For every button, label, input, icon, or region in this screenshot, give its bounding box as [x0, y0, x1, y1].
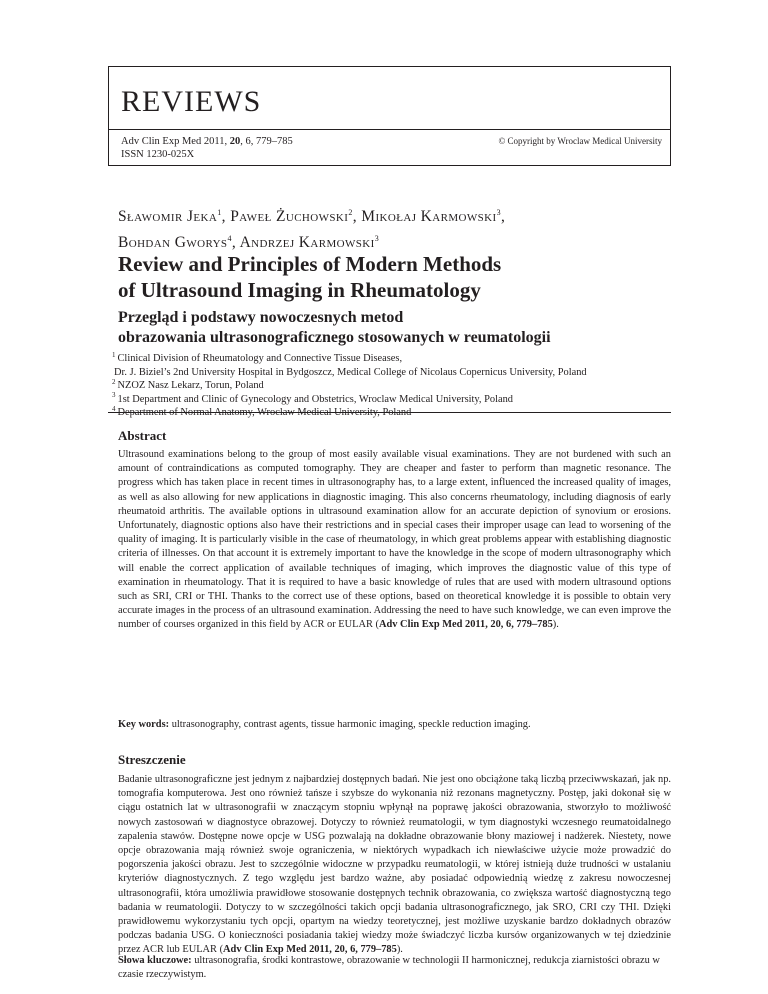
section-divider: [108, 412, 671, 413]
header-divider: [109, 129, 670, 130]
journal-reference: Adv Clin Exp Med 2011, 20, 6, 779–785 ISSN 1230-025X: [121, 136, 293, 160]
author-list: [118, 202, 678, 254]
author: Mikołaj Karmowski$^3$,: [361, 208, 506, 226]
author: Bohdan Gworys$^4$,: [118, 234, 240, 252]
affiliation: $^1$ Clinical Division of Rheumatology and Connective Tissue Diseases,: [112, 350, 403, 364]
abstract-body: Ultrasound examinations belong to the group of most easily available visual examinations. They are not burdened with such an amount of contraindications as computed tomography. They are cheaper and faster to perform than magnetic resonance. The progress which has taken place in recent times in ultrasonography has, to a large extent, influenced the increased quality of images, as well as also allowing for new applications in diagnostic imaging. This also concerns rheumatology, including diagnosis of early rheumatoid arthritis. The available options in ultrasound examination allow for an accurate depiction of synovium or erosions. Unfortunately, diagnostic options also have their restrictions and in special cases their improper usage can lead to worsening of the quality of imaging. It is particularly visible in the case of rheumatology, in which great problems appear with establishing diagnostic criteria of illnesses. On that account it is extremely important to have the knowledge in the scope of modern ultrasonography which will enable the correct application of available techniques of imaging, which improves the diagnostic value of this type of examination in rheumatology. That it is required to have a basic knowledge of rules that are used with modern ultrasound options such as SRI, CRI or THI. Thanks to the correct use of these options, based on theoretical knowledge it is possible to obtain very accurate images in the process of an ultrasound examination. Addressing the need to have such knowledge, we can even improve the number of courses organized in this field by ACR or EULAR (Adv Clin Exp Med 2011, 20, 6, 779–785).: [118, 449, 671, 631]
issn: ISSN 1230-025X: [121, 149, 195, 160]
section-label: REVIEWS: [121, 85, 262, 118]
keywords: Key words: ultrasonography, contrast agents, tissue harmonic imaging, speckle reduction imaging.: [118, 719, 531, 730]
streszczenie-heading: Streszczenie: [118, 752, 186, 767]
article-title: Review and Principles of Modern Methods of Ultrasound Imaging in Rheumatology: [118, 252, 502, 302]
slowa-kluczowe: Słowa kluczowe: ultrasonografia, środki kontrastowe, obrazowanie w technologii II harmonicznej, redukcja ziarnistości obrazu w czasie rzeczywistym.: [118, 955, 660, 981]
copyright-notice: © Copyright by Wroclaw Medical University: [498, 136, 662, 146]
affiliation: Dr. J. Biziel’s 2nd University Hospital in Bydgoszcz, Medical College of Nicolaus Copernicus University, Poland: [114, 366, 587, 378]
affiliation: $^2$ NZOZ Nasz Lekarz, Torun, Poland: [112, 377, 264, 392]
author: Paweł Żuchowski$^2$,: [230, 208, 362, 226]
author: Andrzej Karmowski$^3$: [239, 234, 380, 252]
article-subtitle: Przegląd i podstawy nowoczesnych metod obrazowania ultrasonograficznego stosowanych w reumatologii: [118, 309, 551, 346]
abstract-heading: Abstract: [118, 428, 167, 443]
author: Sławomir Jeka$^1$,: [118, 208, 231, 226]
affiliation-list: [112, 350, 678, 420]
streszczenie-body: Badanie ultrasonograficzne jest jednym z najbardziej dostępnych badań. Nie jest ono obciążone taką liczbą przeciwwskazań, jak np. tomografia komputerowa. Jest ono również tańsze i szybsze do wykonania niż rezonans magnetyczny. Postęp, jaki dokonał się w ciągu ostatnich lat w ultrasonografii w znaczącym stopniu wpłynął na poprawę jakości obrazowania, stworzyło to możliwość nowych zastosowań w diagnostyce obrazowej. Dotyczy to również reumatologii, w tym diagnostyki wczesnego reumatoidalnego zapalenia stawów. Dostępne nowe opcje w USG pozwalają na dokładne obrazowanie błony maziowej i nadżerek. Niestety, nowe opcje obrazowania mają również swoje ograniczenia, w niektórych wypadkach ich niewłaściwe użycie może prowadzić do pogorszenia jakości obrazu. Jest to szczególnie widoczne w przypadku reumatologii, w której istnieją duże trudności w ustalaniu kryteriów diagnostycznych. Z tego względu jest bardzo ważne, aby posiadać odpowiednią wiedzę z zakresu nowoczesnej ultrasonografii, która umożliwia prawidłowe stosowanie dostępnych technik obrazowania, co zwiększa wartość diagnostyczną tego badania w reumatologii. Dotyczy to w szczególności takich opcji badania ultrasonograficznego, jak SRO, CRI czy THI. Dzięki prawidłowemu wykorzystaniu tych opcji, opartym na wiedzy teoretycznej, jest możliwe uzyskanie bardzo dokładnych obrazów podczas badania USG. O konieczności posiadania takiej wiedzy może świadczyć liczba kursów organizowanych w tej dziedzinie przez ACR lub EULAR (Adv Clin Exp Med 2011, 20, 6, 779–785).: [118, 774, 671, 956]
affiliation: $^3$ 1st Department and Clinic of Gynecology and Obstetrics, Wroclaw Medical University, Poland: [112, 391, 513, 405]
affiliation: $^4$ Department of Normal Anatomy, Wroclaw Medical University, Poland: [112, 404, 412, 419]
journal-header: [108, 66, 671, 166]
